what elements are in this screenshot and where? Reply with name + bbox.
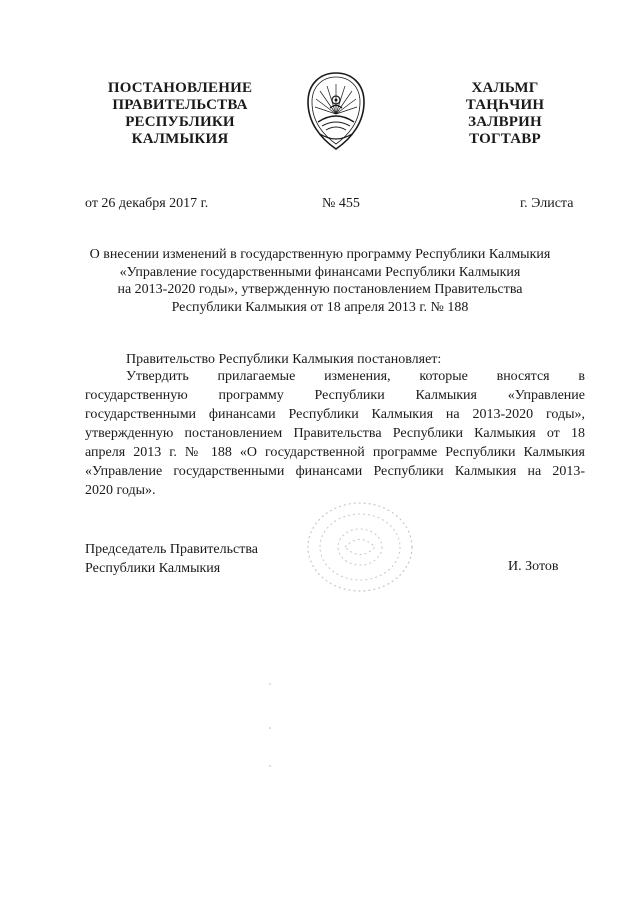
signatory-title-line: Республики Калмыкия	[85, 561, 221, 576]
body-line: государственную программу Республики Калмыкия «Управление	[85, 388, 585, 403]
header-left-line: ПРАВИТЕЛЬСТВА	[112, 97, 248, 113]
header-left-title	[90, 80, 270, 148]
body-line: государственными финансами Республики Калмыкия на 2013-2020 годы»,	[85, 407, 585, 422]
preamble: Правительство Республики Калмыкия постановляет:	[126, 352, 442, 367]
signatory-title	[85, 540, 258, 578]
body-line: апреля 2013 г. № 188 «О государственной программе Республики Калмыкия	[85, 445, 585, 460]
faded-round-stamp-icon	[300, 497, 420, 597]
header-right-line: ТАҢҺЧИН	[465, 97, 545, 113]
body-paragraph	[85, 367, 585, 500]
title-line: Республики Калмыкия от 18 апреля 2013 г. № 188	[171, 299, 469, 315]
signatory-title-line: Председатель Правительства	[85, 542, 258, 557]
kalmykia-coat-of-arms-icon	[300, 70, 372, 152]
title-line: О внесении изменений в государственную программу Республики Калмыкия	[89, 247, 551, 262]
scan-specks	[268, 680, 272, 770]
document-number: № 455	[322, 196, 360, 211]
signatory-name: И. Зотов	[508, 559, 559, 574]
header-left-line: РЕСПУБЛИКИ	[125, 114, 235, 130]
document-city: г. Элиста	[520, 196, 574, 211]
header-right-line: ХАЛЬМГ	[471, 80, 539, 96]
header-left-line: КАЛМЫКИЯ	[131, 131, 229, 147]
document-title	[60, 246, 580, 316]
body-line: 2020 годы».	[85, 483, 156, 498]
document-date: от 26 декабря 2017 г.	[85, 196, 209, 211]
title-line: «Управление государственными финансами Республики Калмыкия	[119, 264, 521, 280]
body-line: утвержденную постановлением Правительства Республики Калмыкия от 18	[85, 426, 585, 441]
header-right-title	[455, 80, 555, 148]
title-line: на 2013-2020 годы», утвержденную постановлением Правительства	[117, 282, 523, 297]
header-right-line: ТОГТАВР	[469, 131, 541, 147]
header-right-line: ЗАЛВРИН	[468, 114, 542, 130]
body-line: «Управление государственными финансами Республики Калмыкия на 2013-	[85, 464, 585, 479]
body-line: Утвердить прилагаемые изменения, которые вносятся в	[126, 369, 585, 384]
header-left-line: ПОСТАНОВЛЕНИЕ	[107, 80, 253, 96]
